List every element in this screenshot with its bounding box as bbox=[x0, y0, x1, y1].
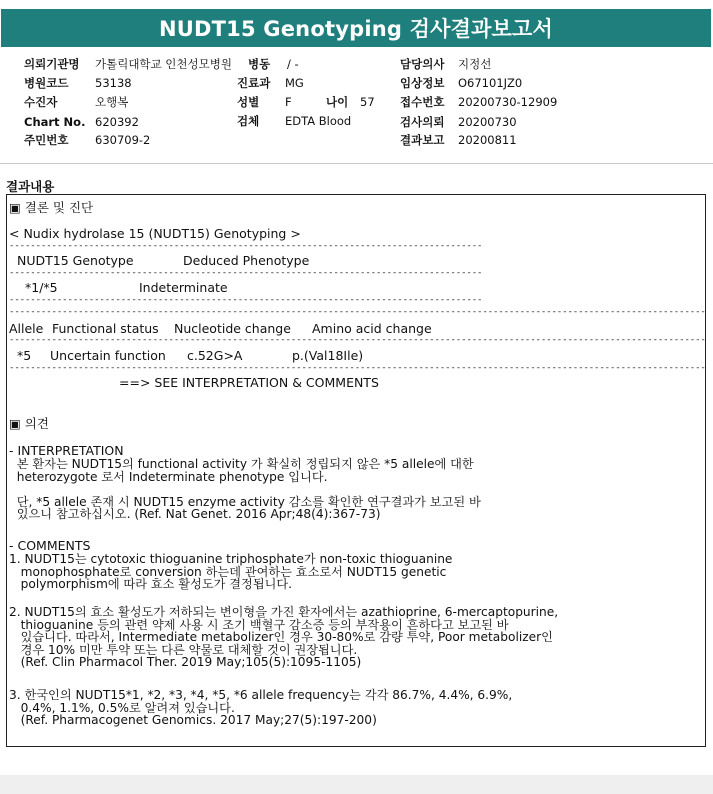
dashed-rule: ----------------------------------------------------------------------------------------- bbox=[9, 241, 483, 251]
interpretation-text: 본 환자는 NUDT15의 functional activity 가 확실히 정립되지 않은 *5 allele에 대한 heterozygote 로서 Indeterminate phenotype 입니다. 단, *5 allele 존재 시 NUDT15 enzyme activity 감소를 확인한 연구결과가 보고된 바 있으니 참고하십시오. (Ref. Nat Genet. 2016 Apr;48(4):367-73) bbox=[16, 457, 481, 521]
opinion-heading: ▣ 의견 bbox=[9, 416, 49, 431]
request-date-label: 검사의뢰 bbox=[400, 115, 445, 129]
phenotype-header: Deduced Phenotype bbox=[183, 253, 310, 268]
specimen-value: EDTA Blood bbox=[285, 114, 352, 128]
resident-no-value: 630709-2 bbox=[95, 133, 151, 147]
interpretation-title: - INTERPRETATION bbox=[9, 443, 124, 458]
ward-value: / - bbox=[287, 57, 299, 71]
report-title: NUDT15 Genotyping 검사결과보고서 bbox=[1, 9, 711, 47]
allele-table-header-amino: Amino acid change bbox=[312, 321, 432, 336]
age-value: 57 bbox=[360, 95, 375, 109]
allele-row-allele: *5 bbox=[17, 348, 32, 363]
dept-value: MG bbox=[285, 76, 304, 90]
comments-title: - COMMENTS bbox=[9, 538, 91, 553]
request-date-value: 20200730 bbox=[458, 115, 517, 129]
receipt-no-label: 접수번호 bbox=[400, 95, 445, 109]
examinee-value: 오행복 bbox=[95, 95, 129, 109]
specimen-label: 검체 bbox=[237, 114, 260, 128]
hospital-code-label: 병원코드 bbox=[24, 76, 69, 90]
phenotype-value: Indeterminate bbox=[139, 280, 228, 295]
see-comments-note: ==> SEE INTERPRETATION & COMMENTS bbox=[119, 375, 379, 390]
dashed-rule: ----------------------------------------------------------------------------------------- bbox=[9, 268, 483, 278]
report-date-label: 결과보고 bbox=[400, 133, 445, 147]
comment-1: 1. NUDT15는 cytotoxic thioguanine triphosphate가 non-toxic thioguanine monophosphate로 conversion 하는데 관여하는 효소로서 NUDT15 genetic polymorphism에 따라 효소 활성도가 결정됩니다. bbox=[9, 552, 453, 591]
sex-label: 성별 bbox=[237, 95, 260, 109]
hospital-value: 가톨릭대학교 인천성모병원 bbox=[95, 57, 232, 71]
doctor-value: 지정선 bbox=[458, 57, 492, 71]
receipt-no-value: 20200730-12909 bbox=[458, 95, 558, 109]
results-box bbox=[6, 194, 706, 747]
comment-2: 2. NUDT15의 효소 활성도가 저하되는 변이형을 가진 환자에서는 azathioprine, 6-mercaptopurine, thioguanine 등의 관련 약제 사용 시 조기 백혈구 감소증 등의 부작용이 흔하다고 보고된 바 있습니다. 따라서, Intermediate metabolizer인 경우 30-80%로 감량 투약, Poor metabolizer인 경우 10% 미만 투약 또는 다른 약물로 대체할 것이 권장됩니다. (Ref. Clin Pharmacol Ther. 2019 May;105(5):1095-1105) bbox=[9, 605, 559, 669]
allele-table-header-nucleotide: Nucleotide change bbox=[174, 321, 291, 336]
genotype-header: NUDT15 Genotype bbox=[17, 253, 134, 268]
allele-row-functional: Uncertain function bbox=[50, 348, 166, 363]
sex-value: F bbox=[285, 95, 292, 109]
clinical-info-label: 임상정보 bbox=[400, 76, 445, 90]
dept-label: 진료과 bbox=[237, 76, 271, 90]
resident-no-label: 주민번호 bbox=[24, 133, 69, 147]
hospital-label: 의뢰기관명 bbox=[24, 57, 80, 71]
dashed-rule: ----------------------------------------------------------------------------------------- bbox=[9, 295, 483, 305]
ward-label: 병동 bbox=[248, 57, 271, 71]
clinical-info-value: O67101JZ0 bbox=[458, 76, 523, 90]
results-section-title: 결과내용 bbox=[6, 179, 55, 194]
doctor-label: 담당의사 bbox=[400, 57, 445, 71]
age-label: 나이 bbox=[326, 95, 349, 109]
report-date-value: 20200811 bbox=[458, 133, 517, 147]
genotype-value: *1/*5 bbox=[25, 280, 58, 295]
allele-table-header-functional: Functional status bbox=[52, 321, 159, 336]
allele-table-header-allele: Allele bbox=[9, 321, 44, 336]
hospital-code-value: 53138 bbox=[95, 76, 132, 90]
chart-no-label: Chart No. bbox=[24, 115, 86, 129]
test-name: < Nudix hydrolase 15 (NUDT15) Genotyping > bbox=[9, 226, 301, 241]
allele-row-amino: p.(Val18Ile) bbox=[292, 348, 364, 363]
header-divider bbox=[0, 163, 713, 164]
dashed-rule: ----------------------------------------------------------------------------------------------------------------------------------- bbox=[9, 307, 706, 317]
examinee-label: 수진자 bbox=[24, 95, 58, 109]
conclusion-heading: ▣ 결론 및 진단 bbox=[9, 200, 94, 215]
dashed-rule: ----------------------------------------------------------------------------------------------------------------------------------- bbox=[9, 335, 706, 345]
dashed-rule: ----------------------------------------------------------------------------------------------------------------------------------- bbox=[9, 363, 706, 373]
chart-no-value: 620392 bbox=[95, 115, 139, 129]
comment-3: 3. 한국인의 NUDT15*1, *2, *3, *4, *5, *6 allele frequency는 각각 86.7%, 4.4%, 6.9%, 0.4%, 1.1%, 0.5%로 알려져 있습니다. (Ref. Pharmacogenet Genomics. 2017 May;27(5):197-200) bbox=[9, 688, 513, 727]
allele-row-nucleotide: c.52G>A bbox=[187, 348, 243, 363]
